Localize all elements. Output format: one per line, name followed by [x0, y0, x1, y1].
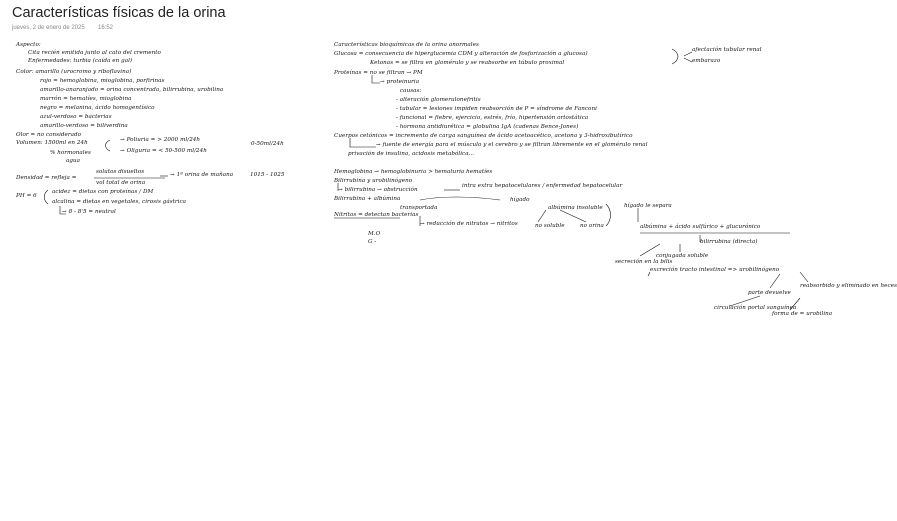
note-right-line: → reducción de nitratos → nitritos [420, 221, 518, 227]
note-oliguria: → Oliguria = < 50-500 ml/24h [120, 148, 207, 154]
note-densidad-denominator: vol total de orina [96, 180, 146, 186]
transportada-curve-stroke [420, 197, 500, 200]
note-proteinas: Proteínas = no se filtran → PM [334, 70, 423, 76]
note-cuerpos-cetonicos: Cuerpos cetónicos = incremento de carga sanguínea de ácido acetoacético, acetona y 3-hidroxibutírico [334, 133, 633, 139]
note-glucosa: Glucosa = consecuencia de hiperglucemia CDM y alteración de fosforización a glucosa) [334, 51, 588, 57]
note-densidad-numerator: solutos disueltos [96, 169, 145, 175]
note-right-line: intra extra hepatocelulares / enfermedad hepatocelular [462, 183, 623, 189]
note-right-heading: Características bioquímicas de la orina anormales [334, 42, 479, 48]
note-ketonas: Ketonas = se filtra en glomérulo y se reabsorbe en túbulo proximal [370, 60, 565, 66]
note-densidad: Densidad = refleja = [16, 175, 77, 181]
note-right-line: M.O [368, 231, 381, 237]
note-poliuria: → Poliuria = > 2000 ml/24h [120, 137, 201, 143]
note-right-line: - funcional = fiebre, ejercicio, estrés, frío, hipertensión ortostática [396, 115, 589, 121]
note-left-line: negro = melanina, ácido homogentísico [40, 105, 155, 111]
glucosa-bracket-stroke [672, 49, 678, 64]
note-left-line: amarillo-verdoso = biliverdina [40, 123, 128, 129]
page-title: Características físicas de la orina [12, 5, 226, 21]
note-ph: PH = 6 [16, 193, 37, 199]
note-right-line: hígado le separa [624, 203, 672, 209]
parte-devuelve-arrow-stroke [770, 274, 780, 288]
note-right-line: circulación portal sanguínea [714, 305, 797, 311]
glucosa-arrow-stroke [684, 52, 692, 56]
note-right-line: no orina [580, 223, 604, 229]
note-left-line: marrón = hematíes, mioglobina [40, 96, 132, 102]
note-left-line: → 1ª orina de mañana [170, 172, 234, 178]
note-right-line: albúmina + ácido sulfúrico + glucurónico [640, 224, 761, 230]
note-left-line: rojo = hemoglobina, mioglobina, porfirinas [40, 78, 165, 84]
note-right-line: forma de = urobilina [772, 311, 833, 317]
note-right-line: bilirrubina (directa) [700, 239, 758, 245]
higado-brace-stroke [606, 204, 611, 226]
note-right-line: afectación tubular renal [692, 47, 762, 53]
note-left-line: amarillo-anaranjado = orina concentrada, bilirrubina, urobilina [40, 87, 224, 93]
ph-bracket-stroke [44, 190, 48, 204]
note-right-line: G - [368, 239, 377, 245]
note-densidad-range: 1015 - 1025 [250, 172, 285, 178]
note-right-line: parte devuelve [748, 290, 791, 296]
note-right-line: causas: [400, 88, 422, 94]
note-right-line: privación de insulina, acidosis metabólica... [348, 151, 475, 157]
note-right-line: - hormona antidiurética = globulina IgA (cadenas Bence-Jones) [396, 124, 579, 130]
page-date: jueves, 2 de enero de 2025 [12, 25, 85, 31]
albumina-insoluble-arrows-stroke [538, 210, 586, 222]
note-left-line: agua [66, 158, 81, 164]
note-left-line: alcalina = dietas en vegetales, cirosis gástrica [52, 199, 187, 205]
note-hemoglobina: Hemoglobina → hemoglobinuria > hematuria hematíes [334, 169, 493, 175]
note-left-line: % hormonales [50, 150, 91, 156]
note-right-line: reabsorbido y eliminado en heces [800, 283, 897, 289]
note-left-line: azul-verdoso = bacterias [40, 114, 112, 120]
note-right-line: → bilirrubina → obstrucción [338, 187, 418, 193]
note-left-line: → 8 - 8'5 = neutral [62, 209, 116, 215]
note-anuria: 0-50ml/24h [251, 141, 284, 147]
note-left-line: acidez = dietas con proteínas / DM [52, 189, 154, 195]
note-right-line: embarazo [692, 58, 721, 64]
note-right-line: no soluble [535, 223, 565, 229]
note-bilirrubina: Bilirrubina y urobilinógeno [334, 178, 413, 184]
note-right-line: → proteinuria [380, 79, 420, 85]
note-right-line: albúmina insoluble [548, 205, 603, 211]
note-nitritos: Nitritos = detectan bacterias [334, 212, 419, 218]
urobilinogeno-arrow-stroke [800, 272, 808, 282]
note-volumen: Volumen: 1500ml en 24h [16, 140, 88, 146]
note-left-line: Cita recién emitida junto al cato del cremento [28, 50, 161, 56]
note-right-line: excreción tracto intestinal => urobilinógeno [650, 267, 780, 273]
note-right-line: - tubular = lesiones impiden reabsorción de P = síndrome de Fanconi [396, 106, 597, 112]
note-right-line: Bilirrubina + albúmina [334, 196, 401, 202]
note-right-line: → fuente de energía para el músculo y el cerebro y se filtran libremente en el glomérulo renal [376, 142, 648, 148]
note-right-line: conjugada soluble [656, 253, 709, 259]
note-aspecto-heading: Aspecto: [16, 42, 41, 48]
note-right-line: secreción en la bilis [615, 259, 673, 265]
note-olor: Olor = no considerado [16, 132, 82, 138]
volumen-bracket-stroke [106, 140, 111, 151]
note-color-heading: Color: amarillo (urocromo y riboflavina) [16, 69, 132, 75]
note-right-line: - alteración glomerulonefritis [396, 97, 481, 103]
embarazo-arrow-stroke [684, 58, 692, 62]
note-left-line: Enfermedades: turbia (caída en gal) [28, 58, 133, 64]
note-right-line: hígado [510, 197, 530, 203]
note-right-line: transportada [400, 205, 438, 211]
page-time: 16:52 [98, 25, 114, 31]
